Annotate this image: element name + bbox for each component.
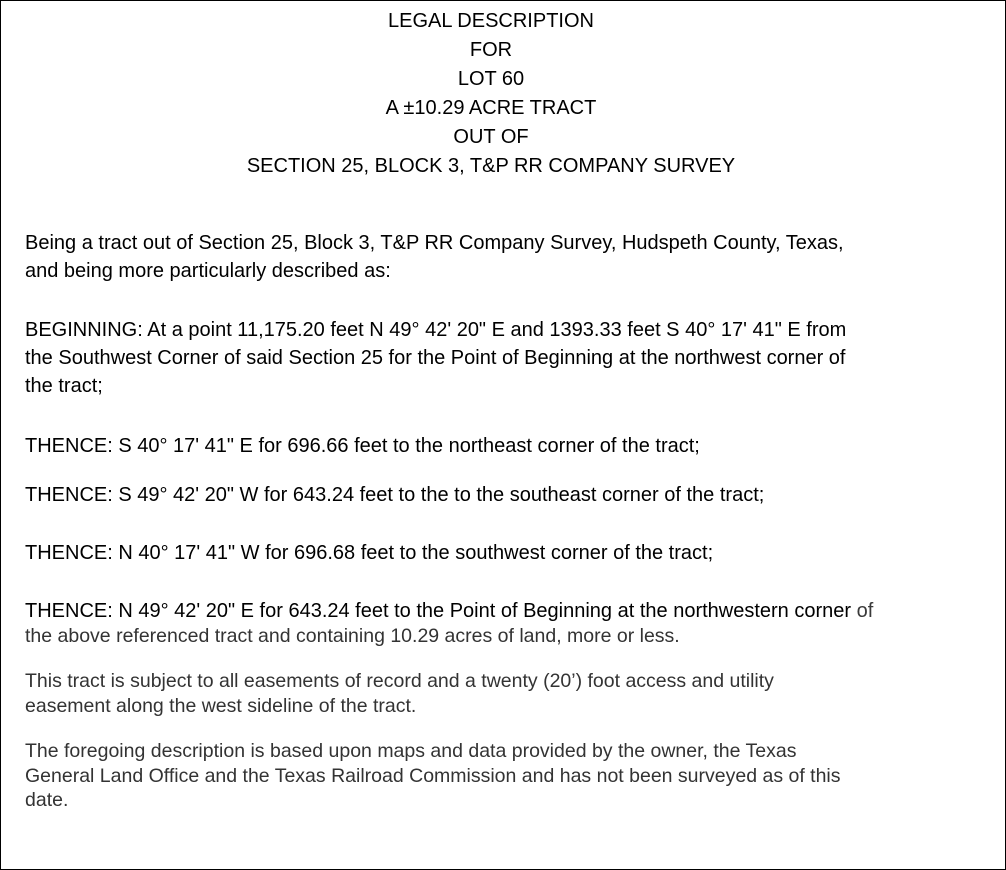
thence-course-3: THENCE: N 40° 17' 41" W for 696.68 feet to the southwest corner of the tract; bbox=[25, 542, 714, 564]
foregoing-paragraph bbox=[25, 739, 985, 813]
beginning-paragraph bbox=[25, 316, 985, 400]
easement-line: easement along the west sideline of the tract. bbox=[25, 694, 417, 717]
thence-4-line: the above referenced tract and containing 10.29 acres of land, more or less. bbox=[25, 625, 680, 647]
thence-4-line-main: THENCE: N 49° 42' 20" E for 643.24 feet to the Point of Beginning at the northwestern corner bbox=[25, 600, 852, 622]
heading-line-section: SECTION 25, BLOCK 3, T&P RR COMPANY SURVEY bbox=[246, 155, 736, 177]
thence-course-1: THENCE: S 40° 17' 41" E for 696.66 feet to the northeast corner of the tract; bbox=[25, 435, 700, 457]
heading-line-lot: LOT 60 bbox=[457, 68, 525, 90]
easement-paragraph bbox=[25, 669, 985, 718]
heading-line-for: FOR bbox=[469, 39, 513, 61]
heading-line-acreage: A ±10.29 ACRE TRACT bbox=[385, 97, 597, 119]
intro-paragraph bbox=[25, 229, 985, 285]
thence-4-line-end: of bbox=[851, 600, 874, 622]
foregoing-line: date. bbox=[25, 789, 69, 811]
beginning-line: the tract; bbox=[25, 375, 103, 397]
heading-line-legal-description: LEGAL DESCRIPTION bbox=[388, 10, 594, 32]
thence-course-2: THENCE: S 49° 42' 20" W for 643.24 feet to the to the southeast corner of the tract; bbox=[25, 484, 765, 506]
beginning-line: the Southwest Corner of said Section 25 for the Point of Beginning at the northwest corner of bbox=[25, 347, 846, 369]
beginning-line: BEGINNING: At a point 11,175.20 feet N 49° 42' 20" E and 1393.33 feet S 40° 17' 41" E from bbox=[25, 319, 847, 341]
intro-line: and being more particularly described as: bbox=[25, 260, 391, 282]
thence-4-line bbox=[25, 598, 985, 624]
easement-line: This tract is subject to all easements of record and a twenty (20’) foot access and utility bbox=[25, 670, 774, 692]
thence-course-4 bbox=[25, 598, 985, 649]
document-heading bbox=[1, 7, 981, 181]
foregoing-line: General Land Office and the Texas Railroad Commission and has not been surveyed as of this bbox=[25, 764, 841, 787]
foregoing-line: The foregoing description is based upon maps and data provided by the owner, the Texas bbox=[25, 740, 797, 762]
intro-line: Being a tract out of Section 25, Block 3, T&P RR Company Survey, Hudspeth County, Texas, bbox=[25, 232, 844, 254]
heading-line-out-of: OUT OF bbox=[453, 126, 529, 148]
